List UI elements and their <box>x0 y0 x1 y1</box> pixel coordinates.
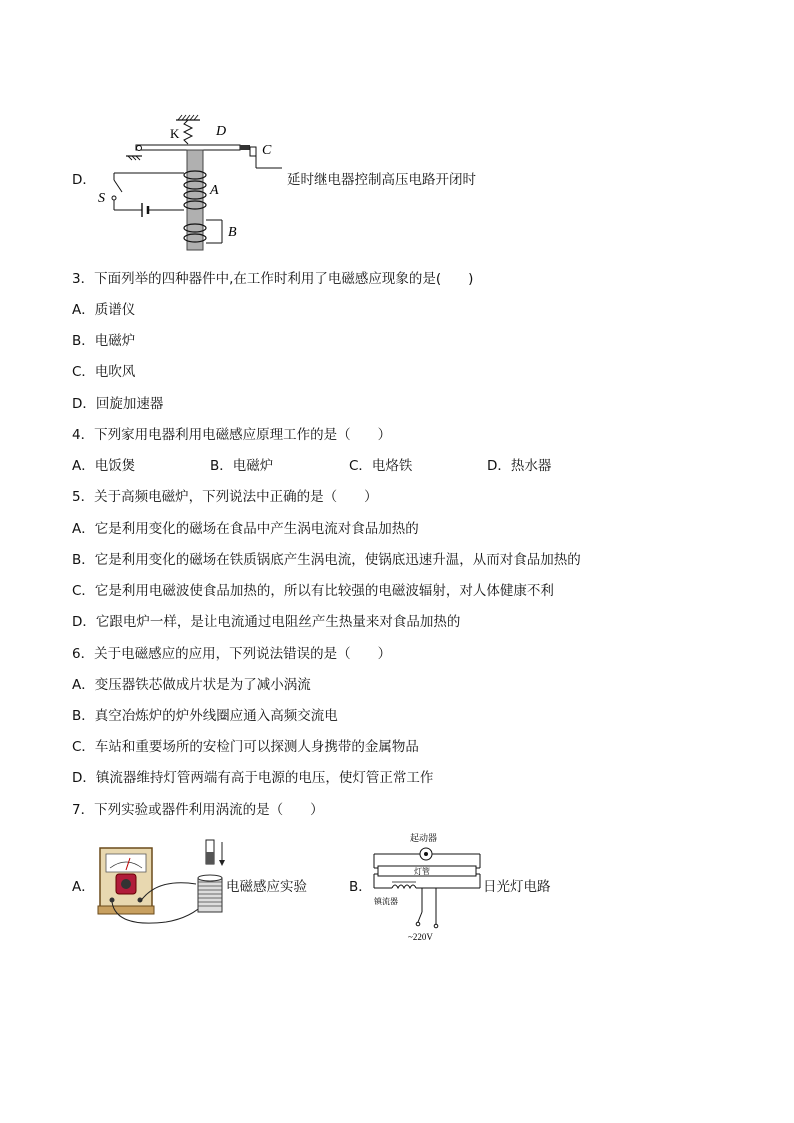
q4-stem: 4．下列家用电器利用电磁感应原理工作的是（ ） <box>72 427 392 443</box>
q6-option-d: D．镇流器维持灯管两端有高于电源的电压，使灯管正常工作 <box>72 770 434 786</box>
label-ballast: 镇流器 <box>374 897 398 906</box>
q3-option-d: D．回旋加速器 <box>72 396 164 412</box>
q2-option-d-letter: D． <box>72 172 96 188</box>
q5-option-b: B．它是利用变化的磁场在铁质锅底产生涡电流，使锅底迅速升温，从而对食品加热的 <box>72 552 581 568</box>
q6-stem: 6．关于电磁感应的应用，下列说法错误的是（ ） <box>72 646 392 662</box>
q6-option-b: B．真空冶炼炉的炉外线圈应通入高频交流电 <box>72 708 338 724</box>
q7-option-a-caption: 电磁感应实验 <box>226 879 307 895</box>
q4-option-a: A．电饭煲 <box>72 458 136 474</box>
galvanometer-coil-figure <box>96 838 226 933</box>
q6-option-a: A．变压器铁芯做成片状是为了减小涡流 <box>72 677 311 693</box>
q7-stem: 7．下列实验或器件利用涡流的是（ ） <box>72 802 324 818</box>
relay-circuit-diagram <box>92 110 282 260</box>
q4-option-c: C．电烙铁 <box>349 458 413 474</box>
label-d: D <box>216 124 227 139</box>
fluorescent-lamp-circuit <box>370 830 485 945</box>
q3-option-b: B．电磁炉 <box>72 333 136 349</box>
label-b: B <box>228 225 237 240</box>
q5-stem: 5．关于高频电磁炉，下列说法中正确的是（ ） <box>72 489 378 505</box>
q4-option-d: D．热水器 <box>487 458 552 474</box>
q7-option-b-caption: 日光灯电路 <box>483 879 551 895</box>
label-c: C <box>262 143 272 158</box>
q3-option-c: C．电吹风 <box>72 364 136 380</box>
label-voltage: ~220V <box>408 932 433 942</box>
q5-option-c: C．它是利用电磁波使食品加热的，所以有比较强的电磁波辐射，对人体健康不利 <box>72 583 554 599</box>
q6-option-c: C．车站和重要场所的安检门可以探测人身携带的金属物品 <box>72 739 419 755</box>
q5-option-d: D．它跟电炉一样，是让电流通过电阻丝产生热量来对食品加热的 <box>72 614 461 630</box>
q7-option-b-letter: B． <box>349 879 372 895</box>
q3-option-a: A．质谱仪 <box>72 302 136 318</box>
label-tube: 灯管 <box>414 867 430 876</box>
q3-stem: 3．下面列举的四种器件中,在工作时利用了电磁感应现象的是( ) <box>72 271 474 287</box>
label-s: S <box>98 191 105 206</box>
q7-option-a-letter: A． <box>72 879 95 895</box>
q4-option-b: B．电磁炉 <box>210 458 274 474</box>
label-a: A <box>210 183 219 198</box>
q5-option-a: A．它是利用变化的磁场在食品中产生涡电流对食品加热的 <box>72 521 419 537</box>
label-starter: 起动器 <box>410 833 438 843</box>
label-k: K <box>170 126 180 141</box>
q2-option-d-caption: 延时继电器控制高压电路开闭时 <box>287 172 476 188</box>
